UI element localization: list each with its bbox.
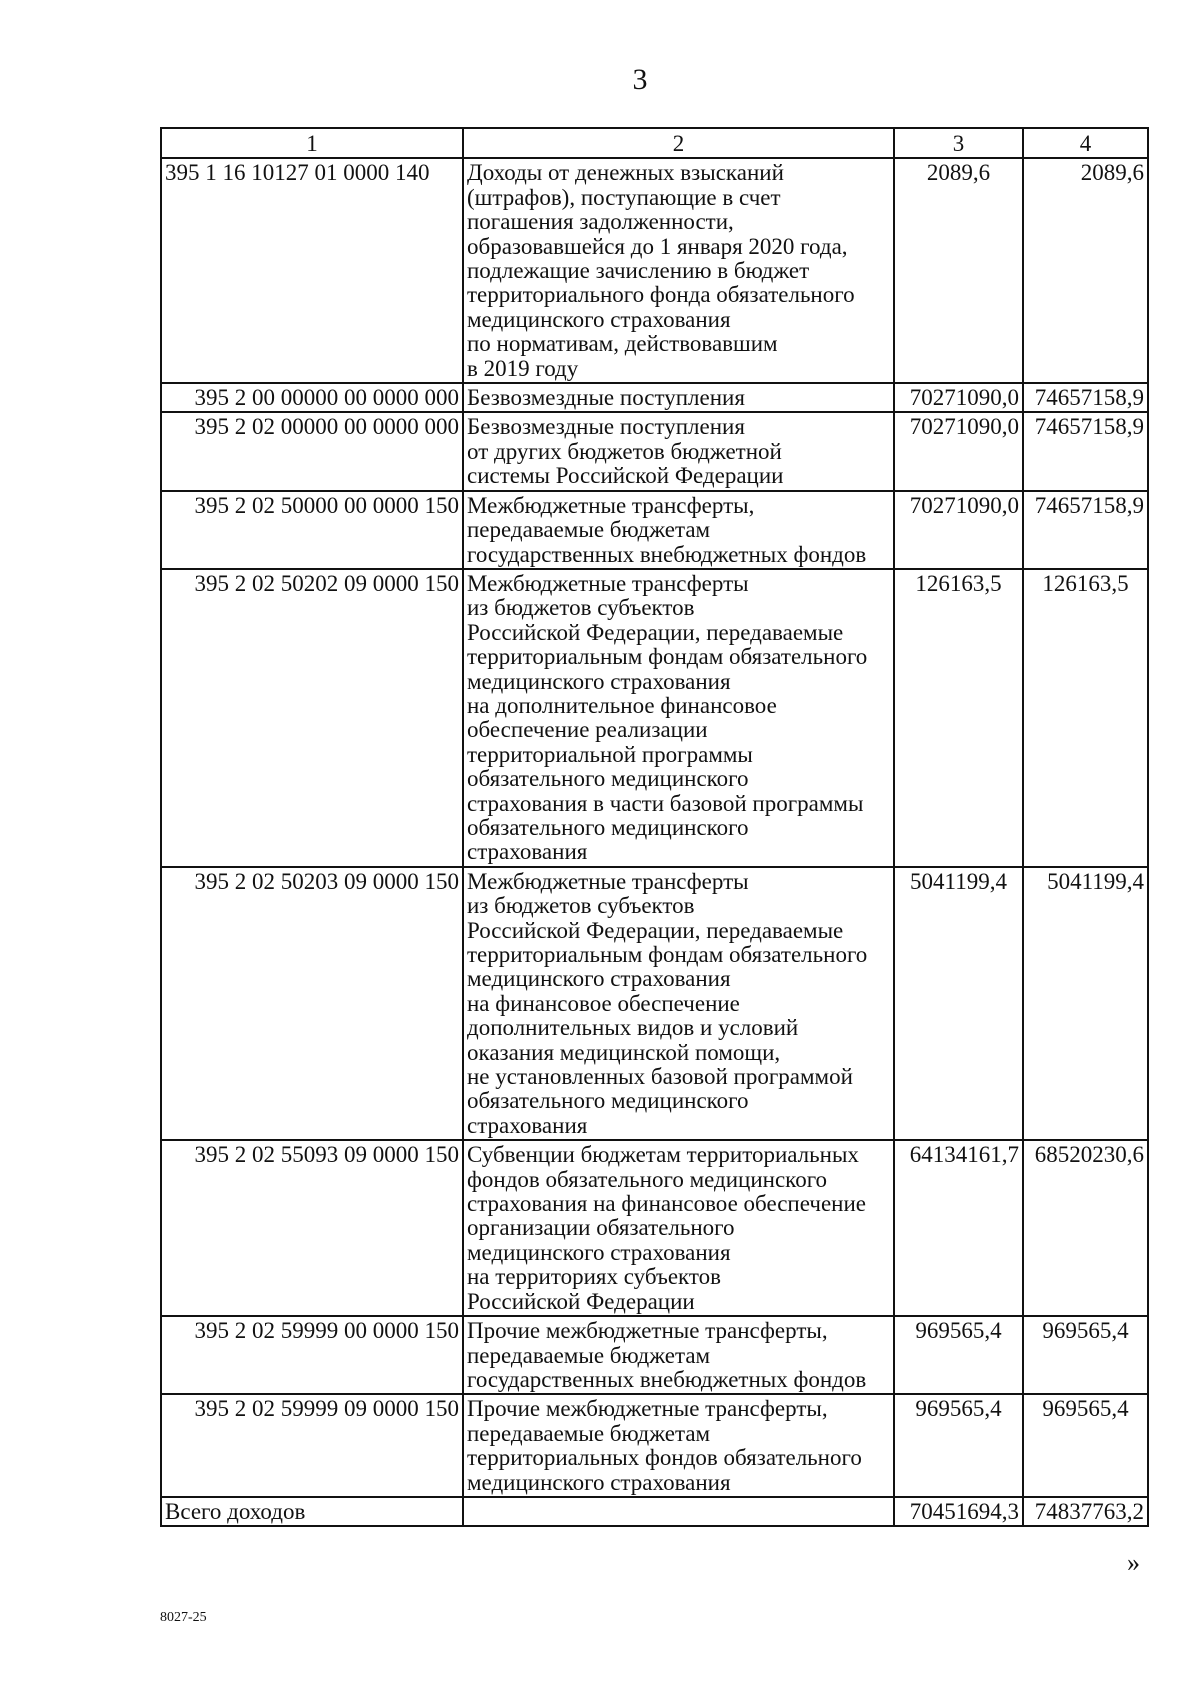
header-cell-2: 2: [463, 128, 894, 158]
budget-code: 395 2 02 50000 00 0000 150: [161, 491, 463, 569]
budget-code: 395 2 00 00000 00 0000 000: [161, 383, 463, 412]
budget-code: 395 1 16 10127 01 0000 140: [161, 158, 463, 383]
budget-code: 395 2 02 50203 09 0000 150: [161, 867, 463, 1140]
revenue-description: Межбюджетные трансферты из бюджетов субъектов Российской Федерации, передаваемые территориальным фондам обязательного медицинского страхования на финансовое обеспечение дополнительных видов и условий оказания медицинской помощи, не установленных базовой программой обязательного медицинского страхования: [463, 867, 894, 1140]
header-cell-1: 1: [161, 128, 463, 158]
revenue-description: Безвозмездные поступления: [463, 383, 894, 412]
total-column-3: 70451694,3: [894, 1497, 1023, 1526]
closing-quote-mark: »: [1127, 1548, 1140, 1577]
amount-column-4: 126163,5: [1023, 569, 1148, 867]
amount-column-3: 2089,6: [894, 158, 1023, 383]
table-row: [161, 383, 1148, 412]
table-row: [161, 569, 1148, 867]
amount-column-4: 969565,4: [1023, 1316, 1148, 1394]
budget-code: 395 2 02 59999 00 0000 150: [161, 1316, 463, 1394]
revenue-table: [160, 127, 1149, 1527]
amount-column-4: 74657158,9: [1023, 412, 1148, 490]
budget-code: 395 2 02 00000 00 0000 000: [161, 412, 463, 490]
amount-column-3: 126163,5: [894, 569, 1023, 867]
amount-column-3: 70271090,0: [894, 412, 1023, 490]
amount-column-4: 969565,4: [1023, 1394, 1148, 1497]
table-row: [161, 1140, 1148, 1316]
budget-code: 395 2 02 59999 09 0000 150: [161, 1394, 463, 1497]
budget-code: 395 2 02 55093 09 0000 150: [161, 1140, 463, 1316]
total-column-4: 74837763,2: [1023, 1497, 1148, 1526]
budget-code: 395 2 02 50202 09 0000 150: [161, 569, 463, 867]
header-cell-3: 3: [894, 128, 1023, 158]
amount-column-3: 70271090,0: [894, 491, 1023, 569]
table-header-row: [161, 128, 1148, 158]
amount-column-3: 70271090,0: [894, 383, 1023, 412]
table-row: [161, 1316, 1148, 1394]
document-id: 8027-25: [160, 1610, 207, 1625]
amount-column-3: 64134161,7: [894, 1140, 1023, 1316]
header-cell-4: 4: [1023, 128, 1148, 158]
amount-column-4: 74657158,9: [1023, 383, 1148, 412]
revenue-description: Межбюджетные трансферты, передаваемые бюджетам государственных внебюджетных фондов: [463, 491, 894, 569]
amount-column-3: 969565,4: [894, 1316, 1023, 1394]
revenue-description: Прочие межбюджетные трансферты, передаваемые бюджетам территориальных фондов обязательного медицинского страхования: [463, 1394, 894, 1497]
revenue-description: Прочие межбюджетные трансферты, передаваемые бюджетам государственных внебюджетных фондов: [463, 1316, 894, 1394]
table-row: [161, 867, 1148, 1140]
revenue-description: Безвозмездные поступления от других бюджетов бюджетной системы Российской Федерации: [463, 412, 894, 490]
revenue-description: Межбюджетные трансферты из бюджетов субъектов Российской Федерации, передаваемые территориальным фондам обязательного медицинского страхования на дополнительное финансовое обеспечение реализации территориальной программы обязательного медицинского страхования в части базовой программы обязательного медицинского страхования: [463, 569, 894, 867]
table-row: [161, 491, 1148, 569]
table-row: [161, 158, 1148, 383]
revenue-description: Доходы от денежных взысканий (штрафов), поступающие в счет погашения задолженности, образовавшейся до 1 января 2020 года, подлежащие зачислению в бюджет территориального фонда обязательного медицинского страхования по нормативам, действовавшим в 2019 году: [463, 158, 894, 383]
amount-column-3: 5041199,4: [894, 867, 1023, 1140]
table-row: [161, 1394, 1148, 1497]
amount-column-4: 68520230,6: [1023, 1140, 1148, 1316]
amount-column-4: 74657158,9: [1023, 491, 1148, 569]
total-description: [463, 1497, 894, 1526]
amount-column-4: 2089,6: [1023, 158, 1148, 383]
table-total-row: [161, 1497, 1148, 1526]
amount-column-4: 5041199,4: [1023, 867, 1148, 1140]
amount-column-3: 969565,4: [894, 1394, 1023, 1497]
page-number: 3: [632, 63, 648, 96]
revenue-description: Субвенции бюджетам территориальных фондов обязательного медицинского страхования на финансовое обеспечение организации обязательного медицинского страхования на территориях субъектов Российской Федерации: [463, 1140, 894, 1316]
total-label: Всего доходов: [161, 1497, 463, 1526]
table-row: [161, 412, 1148, 490]
